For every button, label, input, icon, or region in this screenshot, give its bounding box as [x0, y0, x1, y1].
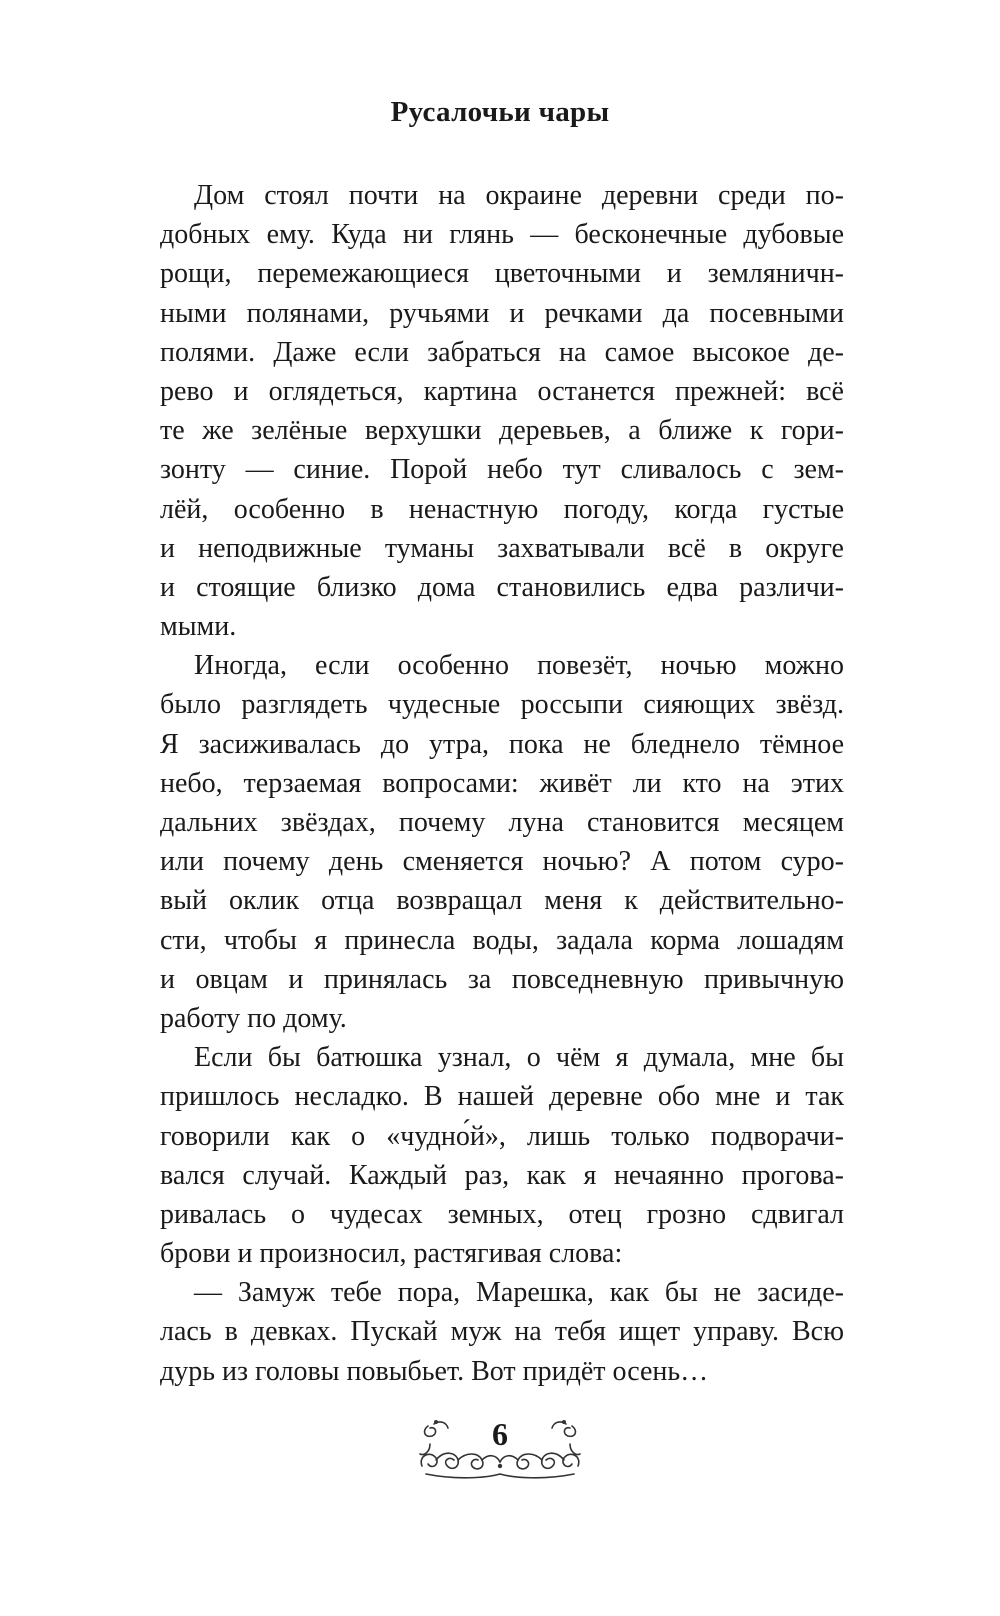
page-number: 6	[492, 1416, 508, 1452]
text-line: брови и произносил, растягивая слова:	[160, 1238, 623, 1270]
text-line: работу по дому.	[160, 1002, 347, 1034]
text-line: Если бы батюшка узнал, о чём я думала, мне бы	[194, 1042, 844, 1074]
page-footer	[0, 1412, 1000, 1532]
text-line: — Замуж тебе пора, Марешка, как бы не засиде-	[194, 1277, 844, 1309]
text-line: лёй, особенно в ненастную погоду, когда густые	[160, 493, 844, 525]
text-line: дальних звёздах, почему луна становится месяцем	[160, 807, 844, 838]
text-line: и стоящие близко дома становились едва различи-	[160, 571, 844, 603]
text-line: рощи, перемежающиеся цветочными и земляничн-	[160, 258, 844, 290]
text-line: говорили как о «чудно́й», лишь только подворачи-	[160, 1120, 844, 1152]
text-line: Я засиживалась до утра, пока не бледнело тёмное	[160, 728, 844, 760]
text-line: вый оклик отца возвращал меня к действительно-	[160, 885, 844, 917]
text-line: добных ему. Куда ни глянь — бесконечные дубовые	[160, 219, 844, 251]
text-line: ными полянами, ручьями и речками да посевными	[160, 297, 844, 329]
text-line: было разглядеть чудесные россыпи сияющих звёзд.	[160, 689, 844, 721]
text-line: сти, чтобы я принесла воды, задала корма лошадям	[160, 924, 844, 956]
text-line: или почему день сменяется ночью? А потом суро-	[160, 846, 844, 878]
text-line: небо, терзаемая вопросами: живёт ли кто на этих	[160, 767, 844, 799]
page-title: Русалочьи чары	[390, 96, 610, 128]
text-line: ривалась о чудесах земных, отец грозно сдвигал	[160, 1198, 844, 1230]
text-line: вался случай. Каждый раз, как я нечаянно прогова-	[160, 1159, 844, 1191]
text-line: рево и оглядеться, картина останется прежней: всё	[160, 375, 844, 407]
text-line: те же зелёные верхушки деревьев, а ближе к гори-	[160, 415, 844, 447]
text-line: и овцам и принялась за повседневную привычную	[160, 963, 844, 995]
text-body	[160, 176, 844, 1391]
text-line: дурь из головы повыбьет. Вот придёт осень…	[160, 1355, 709, 1387]
text-line: мыми.	[160, 611, 237, 643]
text-line: Дом стоял почти на окраине деревни среди по-	[194, 180, 844, 211]
text-line: и неподвижные туманы захватывали всё в округе	[160, 532, 844, 564]
text-line: пришлось несладко. В нашей деревне обо мне и так	[160, 1081, 844, 1113]
text-line: зонту — синие. Порой небо тут сливалось с зем-	[160, 454, 844, 486]
text-line: лась в девках. Пускай муж на тебя ищет управу. Всю	[160, 1316, 844, 1348]
text-line: полями. Даже если забраться на самое высокое де-	[160, 336, 844, 368]
text-line: Иногда, если особенно повезёт, ночью можно	[194, 650, 844, 682]
